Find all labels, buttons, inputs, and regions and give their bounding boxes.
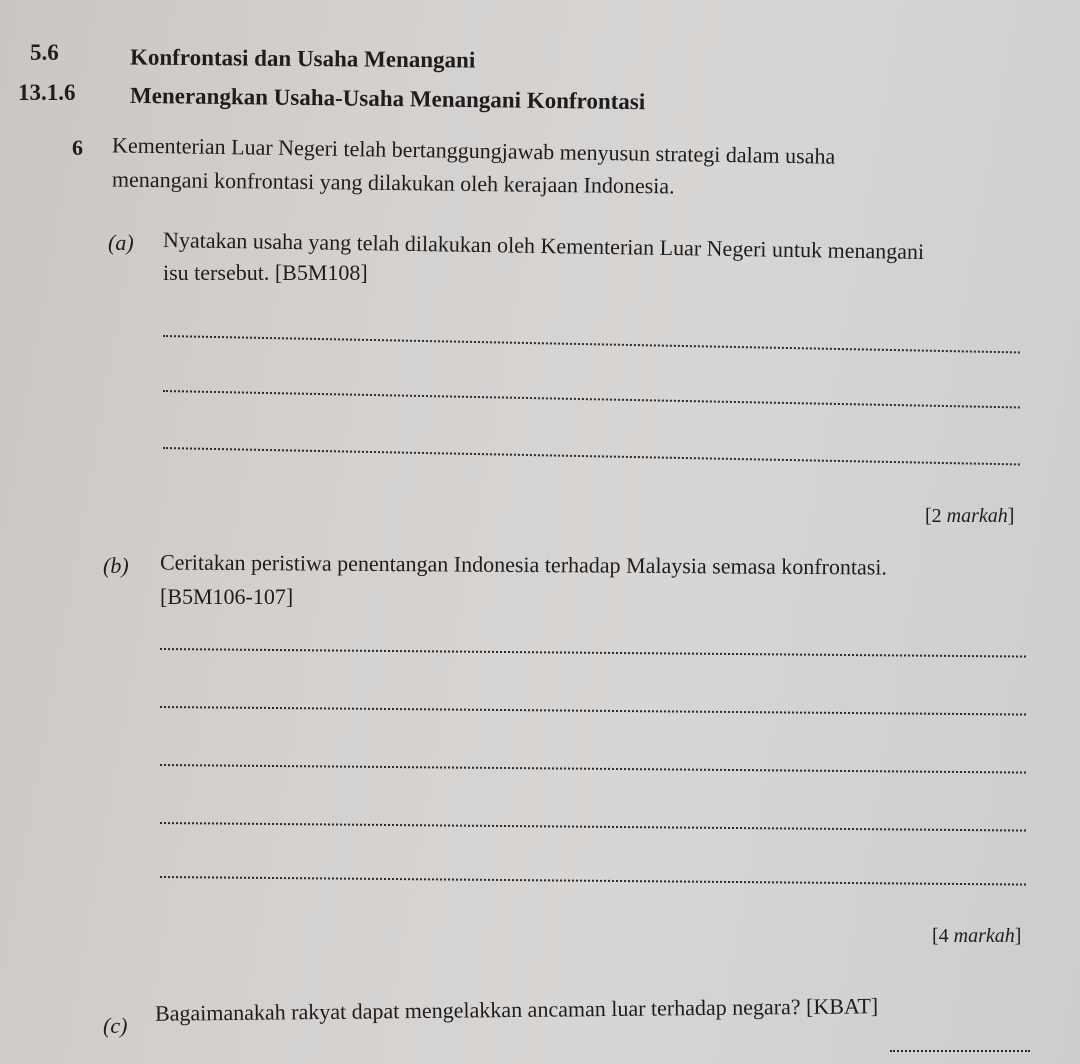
question-stem-line-2: menangani konfrontasi yang dilakukan oleh kerajaan Indonesia. xyxy=(111,166,675,199)
part-b-answer-line-3[interactable] xyxy=(160,764,1026,774)
part-b-marks: [4 markah] xyxy=(932,925,1022,947)
section-title: Konfrontasi dan Usaha Menangani xyxy=(129,44,476,73)
part-c-question-line-1: Bagaimanakah rakyat dapat mengelakkan ancaman luar terhadap negara? [KBAT] xyxy=(154,993,879,1026)
part-b-label: (b) xyxy=(103,553,129,578)
part-b-question-line-1: Ceritakan peristiwa penentangan Indonesia terhadap Malaysia semasa konfrontasi. xyxy=(159,549,888,580)
part-a-label: (a) xyxy=(108,230,134,255)
part-b-answer-line-2[interactable] xyxy=(160,706,1026,716)
part-b-question-line-2: [B5M106-107] xyxy=(160,584,294,609)
part-a-answer-line-1[interactable] xyxy=(163,335,1020,353)
section-number: 5.6 xyxy=(30,40,59,65)
part-b-answer-line-1[interactable] xyxy=(160,648,1026,658)
part-c-answer-line-1[interactable] xyxy=(890,1050,1030,1052)
part-c-label: (c) xyxy=(103,1013,128,1038)
standard-title: Menerangkan Usaha-Usaha Menangani Konfrontasi xyxy=(129,82,646,115)
part-a-answer-line-3[interactable] xyxy=(163,447,1020,465)
part-a-question-line-1: Nyatakan usaha yang telah dilakukan oleh Kementerian Luar Negeri untuk menangani xyxy=(162,227,925,264)
question-number: 6 xyxy=(72,135,83,160)
part-a-answer-line-2[interactable] xyxy=(163,390,1020,408)
question-stem-line-1: Kementerian Luar Negeri telah bertanggungjawab menyusun strategi dalam usaha xyxy=(111,132,836,169)
part-b-answer-line-4[interactable] xyxy=(160,822,1026,832)
standard-code: 13.1.6 xyxy=(18,80,76,105)
part-a-marks: [2 markah] xyxy=(925,505,1015,527)
part-a-question-line-2: isu tersebut. [B5M108] xyxy=(163,260,368,285)
part-b-answer-line-5[interactable] xyxy=(160,876,1026,886)
